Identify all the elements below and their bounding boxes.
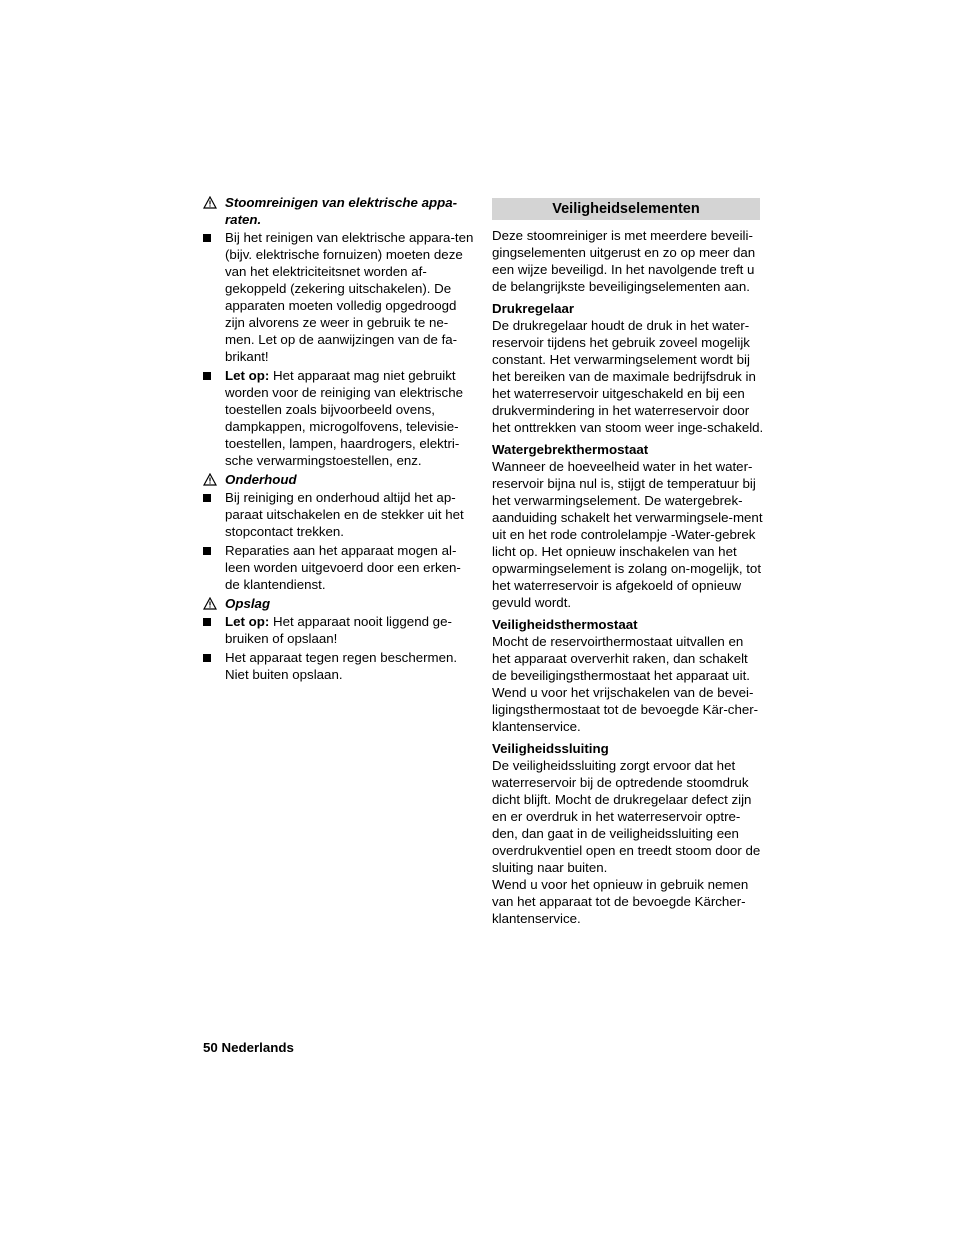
square-bullet-icon: [203, 649, 225, 662]
subheading-veiligheidssluiting: Veiligheidssluiting: [492, 741, 609, 756]
note-lead: Let op:: [225, 368, 270, 383]
section-title: Opslag: [225, 596, 271, 611]
warning-section-electrical: [203, 194, 475, 469]
page-footer: 50 Nederlands: [203, 1040, 294, 1055]
square-bullet-icon: [203, 613, 225, 626]
square-bullet-icon: [203, 229, 225, 242]
warning-section-storage: [203, 595, 475, 683]
subheading-veiligheidsthermostaat: Veiligheidsthermostaat: [492, 617, 638, 632]
paragraph: Wanneer de hoeveelheid water in het water-reservoir bijna nul is, stijgt de temperatuur bij het verwarmingselement. De watergebrek-aanduiding schakelt het verwarmingsele-ment uit en het rode controlelampje -Water-gebrek licht op. Het opnieuw inschakelen van het opwarmingselement is zolang on-mogelijk, tot het waterreservoir is afgekoeld of opnieuw gevuld wordt.: [492, 459, 763, 610]
warning-triangle-icon: [203, 595, 225, 610]
square-bullet-icon: [203, 542, 225, 555]
section-title-line: Stoomreinigen van elektrische appa-: [225, 195, 458, 210]
warning-triangle-icon: [203, 471, 225, 486]
square-bullet-icon: [203, 489, 225, 502]
intro-paragraph: Deze stoomreiniger is met meerdere beveili-gingselementen uitgerust en zo op meer dan een wijze beveiligd. In het navolgende treft u de belangrijkste beveiligingselementen aan.: [492, 228, 756, 294]
paragraph: De drukregelaar houdt de druk in het water-reservoir tijdens het gebruik zoveel mogelijk constant. Het verwarmingselement wordt bij het bereiken van de maximale bedrijfsdruk in het waterreservoir uitgeschakeld en bij een drukvermindering in het waterreservoir door het onttrekken van stoom weer inge-schakeld.: [492, 318, 764, 435]
list-item: Bij reiniging en onderhoud altijd het ap-paraat uitschakelen en de stekker uit het stopcontact trekken.: [203, 489, 475, 540]
left-column: [203, 194, 475, 685]
subheading-drukregelaar: Drukregelaar: [492, 301, 575, 316]
square-bullet-icon: [203, 367, 225, 380]
list-item: Let op: Het apparaat mag niet gebruikt worden voor de reiniging van elektrische toestellen zoals bijvoorbeeld ovens, dampkappen, microgolfovens, televisie-toestellen, lampen, haardrogers, elektri-sche verwarmingstoestellen, enz.: [203, 367, 475, 469]
section-heading: Veiligheidselementen: [492, 198, 760, 220]
note-lead: Let op:: [225, 614, 270, 629]
paragraph: Wend u voor het opnieuw in gebruik nemen van het apparaat tot de bevoegde Kärcher-klantenservice.: [492, 877, 749, 926]
right-column: [492, 194, 764, 927]
warning-triangle-icon: [203, 194, 225, 209]
warning-section-maintenance: [203, 471, 475, 593]
list-item: Bij het reinigen van elektrische appara-ten (bijv. elektrische fornuizen) moeten deze van het elektriciteitsnet worden af-gekoppeld (zekering uitschakelen). De apparaten moeten volledig opgedroogd zijn alvorens ze weer in gebruik te ne-men. Let op de aanwijzingen van de fa-brikant!: [203, 229, 475, 365]
list-item: Reparaties aan het apparaat mogen al-leen worden uitgevoerd door een erken-de klantendienst.: [203, 542, 475, 593]
list-item: Het apparaat tegen regen beschermen. Niet buiten opslaan.: [203, 649, 475, 683]
paragraph: De veiligheidssluiting zorgt ervoor dat het waterreservoir bij de optredende stoomdruk dicht blijft. Mocht de drukregelaar defect zijn en er overdruk in het waterreservoir optre-den, dan gaat in de veiligheidssluiting een overdrukventiel open en treedt stoom door de sluiting naar buiten.: [492, 758, 761, 875]
list-item: Let op: Het apparaat nooit liggend ge-bruiken of opslaan!: [203, 613, 475, 647]
section-title-line: raten.: [225, 212, 262, 227]
subheading-watergebrekthermostaat: Watergebrekthermostaat: [492, 442, 649, 457]
section-title: Onderhoud: [225, 472, 297, 487]
paragraph: Mocht de reservoirthermostaat uitvallen en het apparaat oververhit raken, dan schakelt de beveiligingsthermostaat het apparaat uit. Wend u voor het vrijschakelen van de bevei-ligingsthermostaat tot de bevoegde Kär-cher-klantenservice.: [492, 634, 759, 734]
